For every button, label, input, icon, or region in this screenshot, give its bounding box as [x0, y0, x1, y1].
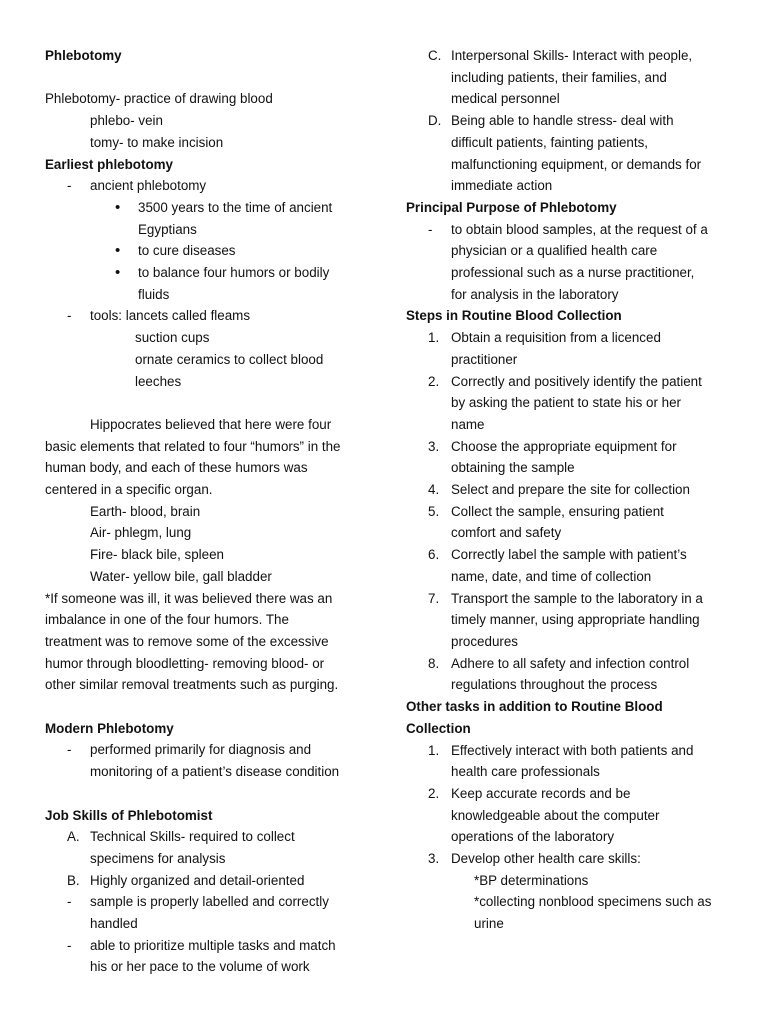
number-marker: 5. — [428, 503, 440, 519]
tool-item: suction cups — [135, 330, 210, 346]
dash-item-tools: - tools: lancets called fleams — [45, 305, 375, 327]
dash-marker: - — [67, 937, 72, 953]
number-marker: 1. — [428, 330, 440, 346]
step-item: 8. Adhere to all safety and infection control regulations throughout the process — [406, 653, 731, 696]
bullet-item: • to cure diseases — [45, 240, 375, 262]
element-fire: Fire- black bile, spleen — [90, 547, 224, 563]
element-water: Water- yellow bile, gall bladder — [90, 568, 272, 584]
step-item: 7. Transport the sample to the laboratory in a timely manner, using appropriate handling procedures — [406, 588, 731, 653]
letter-marker: A. — [67, 829, 80, 845]
step-item: 5. Collect the sample, ensuring patient comfort and safety — [406, 501, 731, 544]
skill-item-d: D. Being able to handle stress- deal with difficult patients, fainting patients, malfunctioning equipment, or demands for immediate action — [406, 110, 731, 197]
definition-tomy: tomy- to make incision — [90, 134, 224, 150]
letter-marker: D. — [428, 113, 442, 129]
step-item: 1. Obtain a requisition from a licenced practitioner — [406, 327, 731, 370]
steps-heading: Steps in Routine Blood Collection — [406, 308, 622, 324]
number-marker: 7. — [428, 590, 440, 606]
page-title: Phlebotomy — [45, 48, 122, 63]
dash-item-sample: - sample is properly labelled and correctly handled — [45, 891, 375, 934]
number-marker: 2. — [428, 785, 440, 801]
extra-skill: *BP determinations — [474, 872, 589, 888]
step-item: 2. Correctly and positively identify the patient by asking the patient to state his or her name — [406, 371, 731, 436]
number-marker: 3. — [428, 438, 440, 454]
extra-skill: urine — [474, 916, 504, 932]
purpose-heading: Principal Purpose of Phlebotomy — [406, 199, 617, 215]
other-task-item: 2. Keep accurate records and be knowledgeable about the computer operations of the laboratory — [406, 783, 731, 848]
bullet-item: • to balance four humors or bodily fluids — [115, 264, 330, 302]
step-item: 6. Correctly label the sample with patient’s name, date, and time of collection — [406, 544, 731, 587]
job-skills-heading: Job Skills of Phlebotomist — [45, 807, 213, 823]
number-marker: 6. — [428, 547, 440, 563]
dash-item-modern: - performed primarily for diagnosis and monitoring of a patient’s disease condition — [45, 739, 375, 782]
step-item: 4. Select and prepare the site for collection — [406, 479, 731, 501]
number-marker: 4. — [428, 482, 440, 498]
dash-item-purpose: - to obtain blood samples, at the request of a physician or a qualified health care professional such as a nurse practitioner, for analysis in the laboratory — [406, 219, 731, 306]
tool-item: leeches — [135, 373, 182, 389]
right-column — [406, 45, 731, 935]
modern-heading: Modern Phlebotomy — [45, 720, 174, 736]
other-tasks-heading: Other tasks in addition to Routine Blood Collection — [406, 699, 663, 736]
skill-item-b: B. Highly organized and detail-oriented — [45, 870, 375, 892]
dash-marker: - — [67, 308, 72, 324]
bullet-marker: • — [115, 242, 121, 260]
skill-item-a: A. Technical Skills- required to collect specimens for analysis — [45, 826, 375, 869]
other-task-item: 1. Effectively interact with both patients and health care professionals — [406, 740, 731, 783]
tool-item: ornate ceramics to collect blood — [135, 351, 324, 367]
element-air: Air- phlegm, lung — [90, 525, 192, 541]
dash-item-ancient: - ancient phlebotomy — [45, 175, 375, 197]
other-task-item: 3. Develop other health care skills: — [406, 848, 731, 870]
earliest-heading: Earliest phlebotomy — [45, 156, 173, 172]
dash-marker: - — [67, 894, 72, 910]
number-marker: 3. — [428, 851, 440, 867]
dash-marker: - — [67, 742, 72, 758]
definition-phlebo: phlebo- vein — [90, 113, 163, 129]
dash-marker: - — [67, 178, 72, 194]
skill-item-c: C. Interpersonal Skills- Interact with people, including patients, their families, and medical personnel — [406, 45, 731, 110]
extra-skill: *collecting nonblood specimens such as — [474, 894, 712, 910]
dash-marker: - — [428, 221, 433, 237]
element-earth: Earth- blood, brain — [90, 503, 201, 519]
letter-marker: B. — [67, 872, 80, 888]
bullet-marker: • — [115, 198, 121, 216]
letter-marker: C. — [428, 48, 442, 63]
left-column — [45, 45, 375, 978]
hippocrates-paragraph: Hippocrates believed that here were four basic elements that related to four “humors” in the human body, and each of these humors was centered in a specific organ. — [45, 416, 341, 498]
bullet-item: • 3500 years to the time of ancient Egyptians — [115, 198, 333, 237]
number-marker: 2. — [428, 373, 440, 389]
bullet-marker: • — [115, 264, 121, 282]
definition: Phlebotomy- practice of drawing blood — [45, 91, 273, 107]
dash-item-prioritize: - able to prioritize multiple tasks and match his or her pace to the volume of work — [45, 935, 375, 978]
illness-paragraph: *If someone was ill, it was believed there was an imbalance in one of the four humors. The treatment was to remove some of the excessive humor through bloodletting- removing blood- or other similar removal treatments such as purging. — [45, 590, 339, 693]
number-marker: 8. — [428, 655, 440, 671]
number-marker: 1. — [428, 742, 440, 758]
step-item: 3. Choose the appropriate equipment for obtaining the sample — [406, 436, 731, 479]
